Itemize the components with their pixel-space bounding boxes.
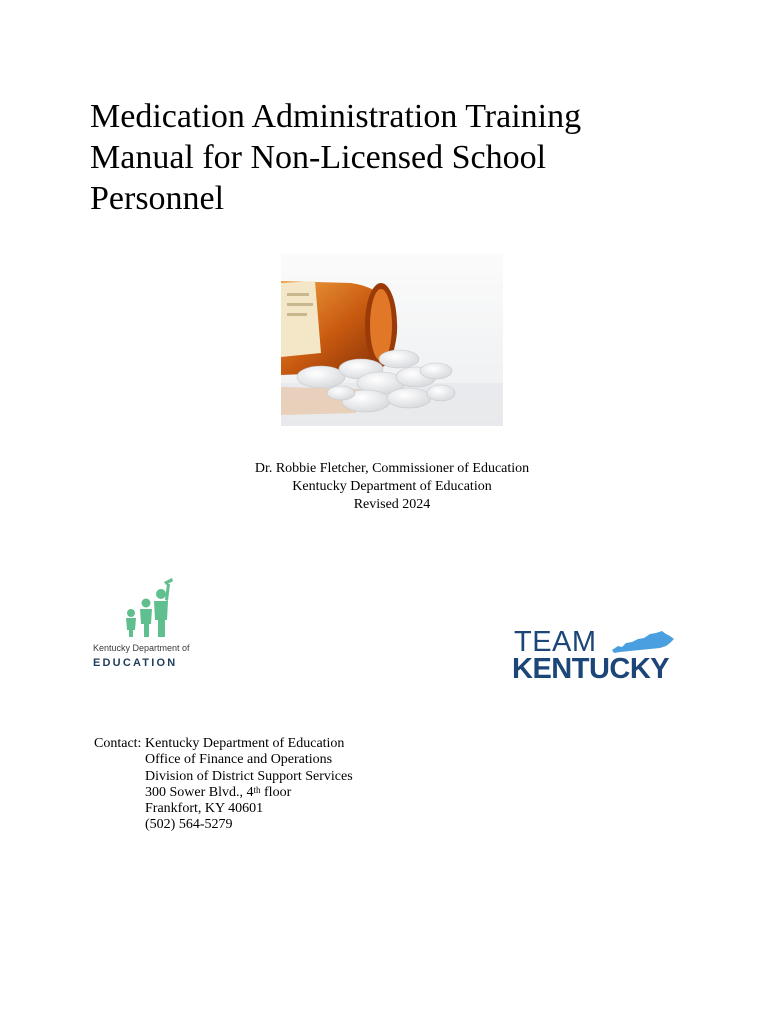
team-word: TEAM bbox=[514, 626, 597, 658]
address-suffix: floor bbox=[260, 784, 292, 800]
credits-block bbox=[0, 460, 768, 514]
kde-logo-line1: Kentucky Department of bbox=[93, 643, 190, 653]
commissioner-line: Dr. Robbie Fletcher, Commissioner of Education bbox=[254, 461, 530, 476]
department-line: Kentucky Department of Education bbox=[292, 479, 492, 494]
revised-line: Revised 2024 bbox=[353, 497, 431, 512]
kde-logo bbox=[91, 570, 203, 675]
contact-address bbox=[94, 785, 353, 801]
children-figures-icon bbox=[91, 570, 203, 642]
kentucky-state-outline-icon bbox=[610, 630, 676, 654]
title-line: Personnel bbox=[90, 180, 225, 217]
contact-label: Contact: bbox=[94, 736, 142, 751]
contact-division: Division of District Support Services bbox=[145, 768, 353, 784]
contact-block bbox=[94, 736, 353, 834]
kde-logo-line2: EDUCATION bbox=[93, 657, 178, 669]
team-kentucky-logo bbox=[512, 628, 682, 684]
pill-bottle-photo bbox=[281, 253, 503, 426]
title-line: Manual for Non-Licensed School bbox=[90, 139, 547, 176]
contact-org: Kentucky Department of Education bbox=[145, 736, 345, 751]
contact-office: Office of Finance and Operations bbox=[145, 752, 333, 768]
document-title bbox=[90, 96, 650, 219]
contact-city: Frankfort, KY 40601 bbox=[145, 801, 264, 817]
contact-phone: (502) 564-5279 bbox=[145, 817, 233, 833]
address-prefix: 300 Sower Blvd., 4 bbox=[145, 784, 254, 800]
kentucky-word: KENTUCKY bbox=[512, 653, 670, 685]
title-line: Medication Administration Training bbox=[90, 98, 582, 135]
address-superscript: th bbox=[253, 784, 261, 795]
